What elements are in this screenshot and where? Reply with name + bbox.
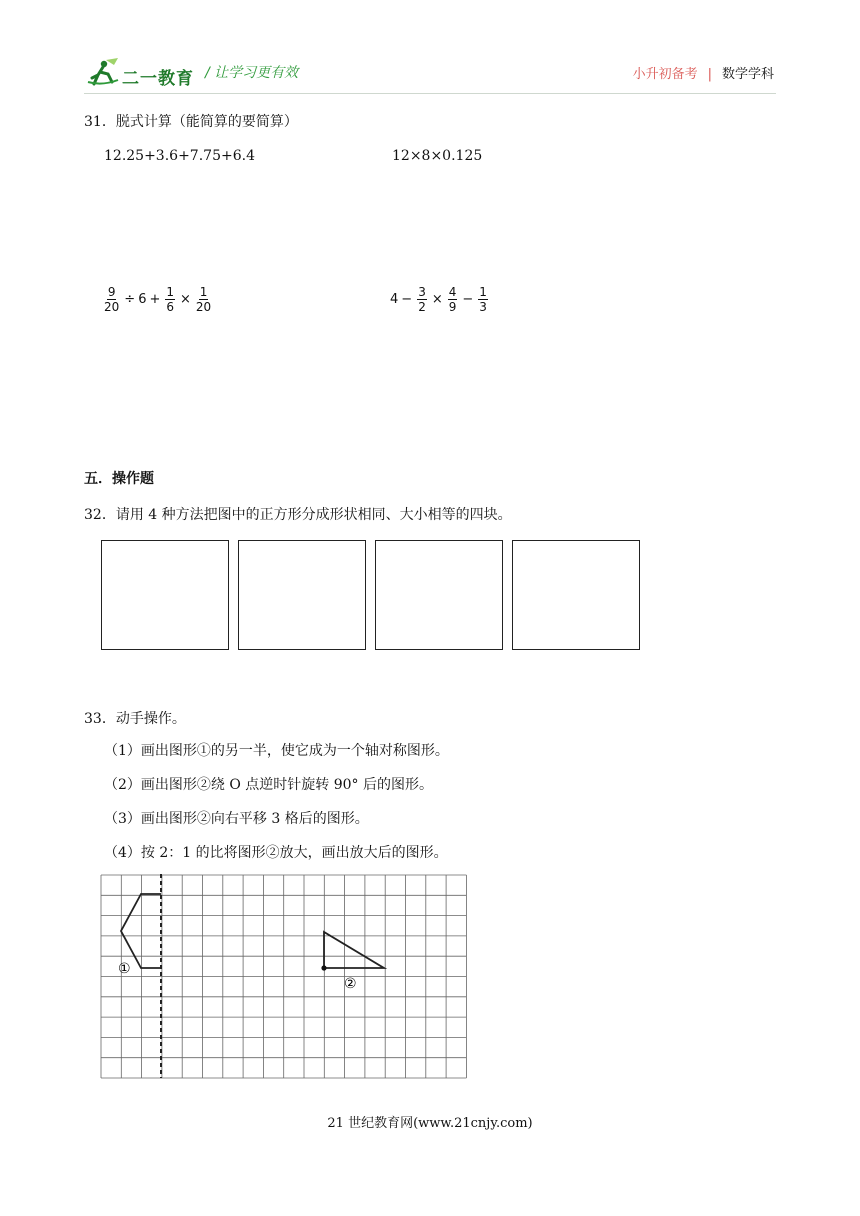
q33-item-2: （2）画出图形②绕 O 点逆时针旋转 90° 后的图形。 bbox=[104, 777, 433, 793]
q33-item-1: （1）画出图形①的另一半，使它成为一个轴对称图形。 bbox=[104, 743, 449, 759]
footer-text: 21 世纪教育网(www.21cnjy.com) bbox=[327, 1116, 533, 1131]
category-label: 小升初备考 bbox=[632, 67, 698, 82]
q33-title: 33．动手操作。 bbox=[84, 711, 186, 727]
header-divider bbox=[84, 93, 776, 94]
fraction: $\frac{4}{9}$ bbox=[448, 285, 457, 314]
figure-1-label: ① bbox=[118, 961, 131, 977]
q31-expr-2: 12×8×0.125 bbox=[392, 148, 483, 164]
figure-2-label: ② bbox=[344, 976, 357, 992]
drawing-grid[interactable] bbox=[100, 874, 468, 1084]
fraction: $\frac{3}{2}$ bbox=[418, 285, 426, 314]
q33-item-4: （4）按 2：1 的比将图形②放大，画出放大后的图形。 bbox=[104, 845, 448, 861]
square-box-2[interactable] bbox=[238, 540, 366, 650]
grid-lines bbox=[101, 875, 466, 1078]
fraction: $\frac{9}{20}$ bbox=[104, 285, 120, 314]
figure-1-half bbox=[121, 894, 161, 968]
square-box-4[interactable] bbox=[512, 540, 640, 650]
runner-logo-icon bbox=[84, 56, 124, 88]
header-separator: | bbox=[707, 67, 712, 82]
fraction: $\frac{1}{20}$ bbox=[195, 285, 212, 314]
q31-title: 31．脱式计算（能简算的要简算） bbox=[84, 114, 298, 130]
q32-title: 32．请用 4 种方法把图中的正方形分成形状相同、大小相等的四块。 bbox=[84, 507, 512, 523]
fraction: $\frac{1}{3}$ bbox=[479, 285, 487, 314]
q31-expr-4: 4 − $\frac{3}{2}$ × $\frac{4}{9}$ − $\frac{1}{3}$ bbox=[390, 285, 487, 314]
section-5-title: 五．操作题 bbox=[84, 471, 154, 487]
fraction: $\frac{1}{6}$ bbox=[166, 285, 175, 314]
q31-expr-1: 12.25+3.6+7.75+6.4 bbox=[104, 148, 255, 164]
q33-item-3: （3）画出图形②向右平移 3 格后的图形。 bbox=[104, 811, 369, 827]
logo-text: 二一教育 bbox=[122, 69, 194, 89]
slogan: / 让学习更有效 bbox=[205, 65, 299, 81]
header-right bbox=[633, 63, 774, 82]
subject-label: 数学学科 bbox=[721, 67, 774, 82]
q31-expr-3: $\frac{9}{20}$ ÷ 6 + $\frac{1}{6}$ × $\frac{1}{20}$ bbox=[104, 285, 212, 314]
square-box-3[interactable] bbox=[375, 540, 503, 650]
square-box-1[interactable] bbox=[101, 540, 229, 650]
figure-2-triangle bbox=[324, 932, 384, 968]
point-o bbox=[321, 965, 326, 970]
